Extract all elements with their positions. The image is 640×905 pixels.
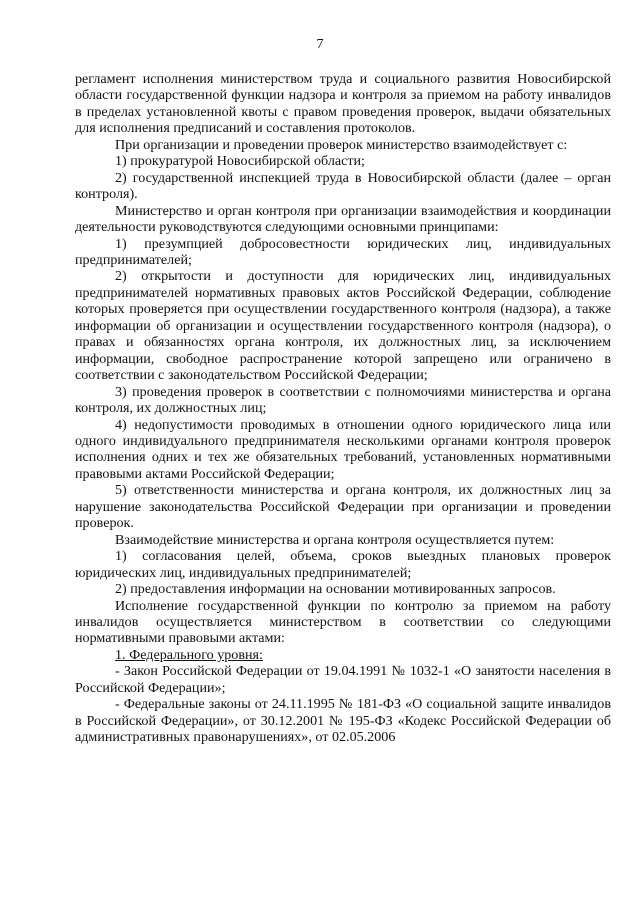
principle-item-3: 3) проведения проверок в соответствии с полномочиями министерства и органа контроля, их должностных лиц; [75, 383, 611, 417]
paragraph-principles-intro: Министерство и орган контроля при организации взаимодействия и координации деятельности руководствуются следующими основными принципами: [75, 202, 611, 236]
paragraph-interaction-methods: Взаимодействие министерства и органа контроля осуществляется путем: [115, 531, 555, 548]
method-item-1: 1) согласования целей, объема, сроков выездных плановых проверок юридических лиц, индивидуальных предпринимателей; [75, 548, 611, 581]
principle-item-4: 4) недопустимости проводимых в отношении одного юридического лица или одного индивидуального предпринимателя несколькими органами контроля проверок исполнения одних и тех же обязательных требований, установленных нормативными правовыми актами Российской Федерации; [75, 416, 611, 482]
principle-item-5: 5) ответственности министерства и органа контроля, их должностных лиц за нарушение законодательства Российской Федерации при организации и проведении проверок. [75, 482, 611, 532]
list-item-labor-inspection: 2) государственной инспекцией труда в Новосибирской области (далее – орган контроля). [75, 169, 611, 203]
method-item-2: 2) предоставления информации на основании мотивированных запросов. [115, 581, 556, 598]
principle-item-1: 1) презумпцией добросовестности юридических лиц, индивидуальных предпринимателей; [75, 235, 611, 268]
paragraph-interaction-intro: При организации и проведении проверок министерство взаимодействует с: [115, 136, 568, 153]
section-heading-federal [75, 647, 611, 663]
principle-item-2: 2) открытости и доступности для юридических лиц, индивидуальных предпринимателей нормативных правовых актов Российской Федерации, соблюдение которых проверяется при осуществлении государственного контроля (надзора), а также информации об организации и осуществлении государственного контроля (надзора), о правах и обязанностях органа контроля, их должностных лиц, за исключением информации, свободное распространение которой запрещено или ограничено в соответствии с законодательством Российской Федерации; [75, 268, 611, 384]
paragraph-continuation: регламент исполнения министерством труда и социального развития Новосибирской области государственной функции надзора и контроля за приемом на работу инвалидов в пределах установленной квоты с правом проведения проверок, выдачи обязательных для исполнения предписаний и составления протоколов. [75, 71, 611, 137]
document-body [75, 71, 611, 746]
law-item-2: - Федеральные законы от 24.11.1995 № 181-ФЗ «О социальной защите инвалидов в Российской Федерации», от 30.12.2001 № 195-ФЗ «Кодекс Российской Федерации об административных правонарушениях», от 02.05.2006 [75, 696, 611, 746]
page-number: 7 [316, 37, 324, 52]
federal-level-heading: 1. Федерального уровня: [115, 646, 263, 663]
law-item-1: - Закон Российской Федерации от 19.04.1991 № 1032-1 «О занятости населения в Российской Федерации»; [75, 663, 611, 696]
paragraph-legal-basis: Исполнение государственной функции по контролю за приемом на работу инвалидов осуществляется министерством в соответствии со следующими нормативными правовыми актами: [75, 597, 611, 647]
list-item-prosecutor: 1) прокуратурой Новосибирской области; [115, 153, 365, 170]
